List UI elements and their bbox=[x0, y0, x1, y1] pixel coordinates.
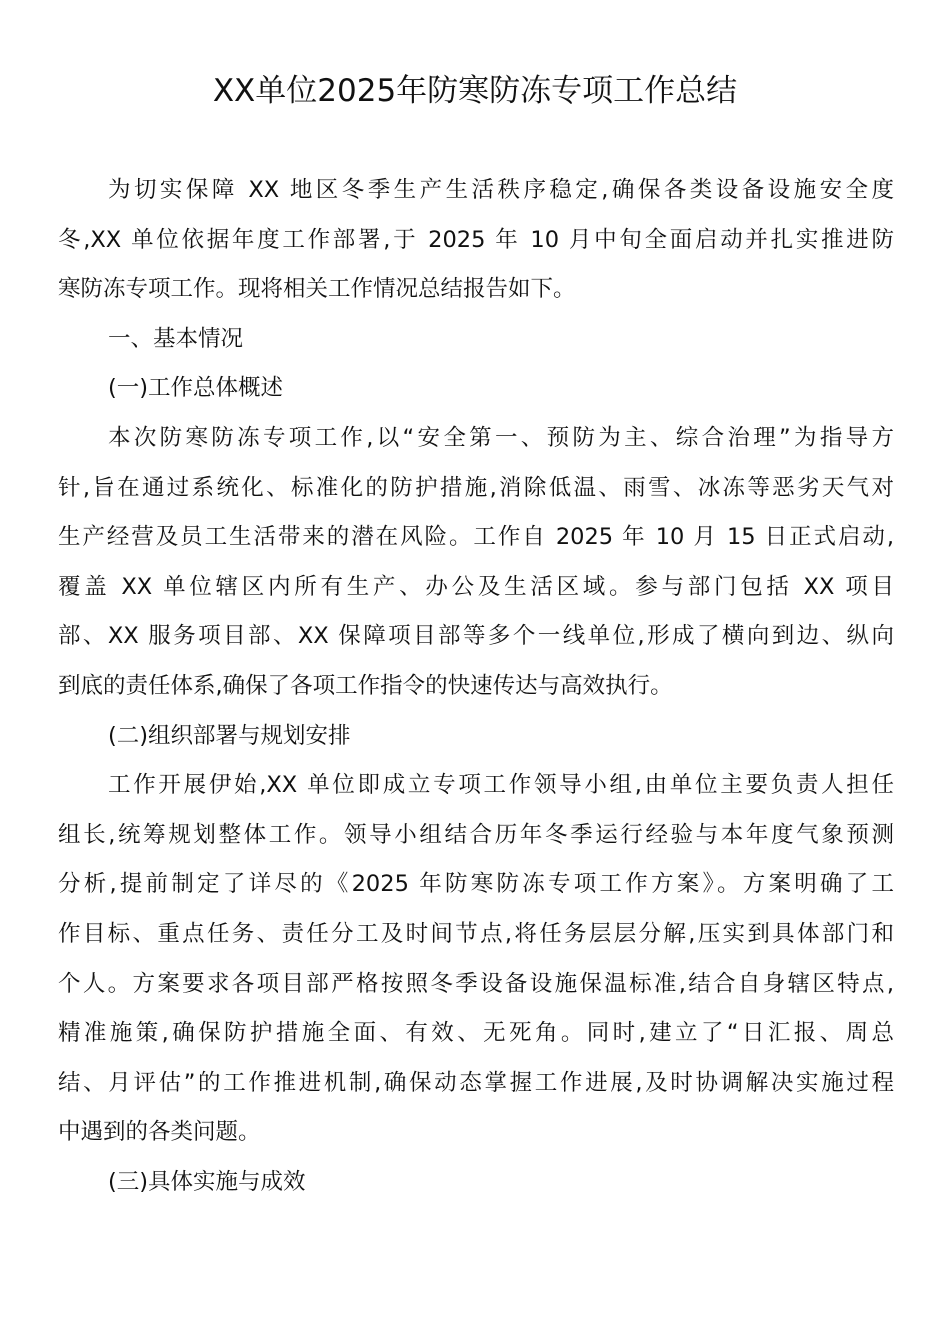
text-line: 部、XX 服务项目部、XX 保障项目部等多个一线单位,形成了横向到边、纵向 bbox=[58, 623, 894, 650]
text-line: 生产经营及员工生活带来的潜在风险。工作自 2025 年 10 月 15 日正式启动, bbox=[58, 524, 894, 551]
text-line: 覆盖 XX 单位辖区内所有生产、办公及生活区域。参与部门包括 XX 项目 bbox=[58, 573, 894, 600]
text-line: 中遇到的各类问题。 bbox=[58, 1119, 261, 1146]
section-heading-basic-situation: 一、基本情况 bbox=[108, 325, 244, 352]
paragraph-organization bbox=[58, 761, 894, 1158]
text-line: 到底的责任体系,确保了各项工作指令的快速传达与高效执行。 bbox=[58, 672, 673, 699]
text-line: 作目标、重点任务、责任分工及时间节点,将任务层层分解,压实到具体部门和 bbox=[58, 920, 894, 947]
text-line: 针,旨在通过系统化、标准化的防护措施,消除低温、雨雪、冰冻等恶劣天气对 bbox=[58, 474, 894, 501]
text-line: 冬,XX 单位依据年度工作部署,于 2025 年 10 月中旬全面启动并扎实推进防 bbox=[58, 226, 894, 253]
text-line: 分析,提前制定了详尽的《2025 年防寒防冻专项工作方案》。方案明确了工 bbox=[58, 871, 894, 898]
text-line: 为切实保障 XX 地区冬季生产生活秩序稳定,确保各类设备设施安全度 bbox=[108, 177, 894, 203]
document-title: XX单位2025年防寒防冻专项工作总结 bbox=[212, 73, 738, 109]
subheading-overview: (一)工作总体概述 bbox=[108, 375, 284, 402]
text-line: 寒防冻专项工作。现将相关工作情况总结报告如下。 bbox=[58, 276, 576, 303]
subheading-implementation: (三)具体实施与成效 bbox=[108, 1168, 306, 1195]
text-line: 本次防寒防冻专项工作,以“安全第一、预防为主、综合治理”为指导方 bbox=[108, 424, 894, 451]
text-line: 工作开展伊始,XX 单位即成立专项工作领导小组,由单位主要负责人担任 bbox=[108, 772, 894, 799]
subheading-organization: (二)组织部署与规划安排 bbox=[108, 722, 351, 749]
paragraph-intro bbox=[58, 166, 894, 315]
document-body bbox=[58, 166, 894, 1207]
text-line: 结、月评估”的工作推进机制,确保动态掌握工作进展,及时协调解决实施过程 bbox=[58, 1069, 894, 1096]
text-line: 精准施策,确保防护措施全面、有效、无死角。同时,建立了“日汇报、周总 bbox=[58, 1020, 894, 1047]
text-line: 个人。方案要求各项目部严格按照冬季设备设施保温标准,结合自身辖区特点, bbox=[58, 970, 894, 997]
text-line: 组长,统筹规划整体工作。领导小组结合历年冬季运行经验与本年度气象预测 bbox=[58, 821, 894, 848]
paragraph-overview bbox=[58, 414, 894, 712]
